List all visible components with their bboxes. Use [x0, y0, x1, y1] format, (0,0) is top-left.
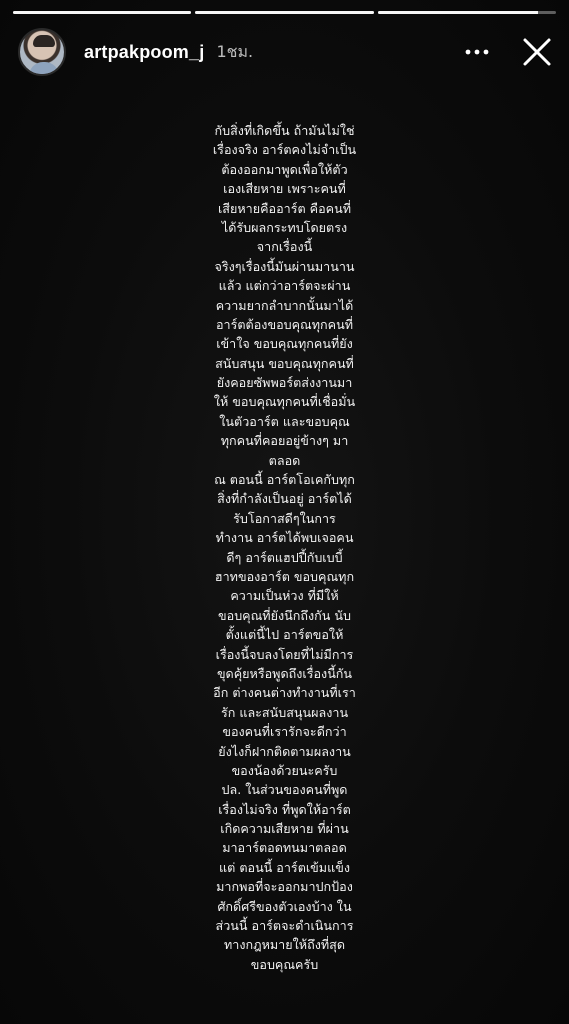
story-text-line: มาอาร์ตอดทนมาตลอด: [222, 840, 347, 856]
story-text-line: รัก และสนับสนุนผลงาน: [220, 704, 349, 720]
story-text-line: ทุกคนที่คอยอยู่ข้างๆ มา: [220, 433, 349, 449]
story-text-line: ให้ ขอบคุณทุกคนที่เชื่อมั่น: [213, 394, 356, 410]
more-horizontal-icon: [465, 49, 489, 55]
story-header: [18, 27, 555, 77]
avatar[interactable]: [18, 28, 66, 76]
story-text-line: ขอบคุณที่ยังนึกถึงกัน นับ: [218, 607, 351, 623]
story-text-line: อาร์ตต้องขอบคุณทุกคนที่: [215, 316, 353, 332]
story-text-line: เข้าใจ ขอบคุณทุกคนที่ยัง: [216, 336, 353, 352]
story-text-line: มากพอที่จะออกมาปกป้อง: [216, 879, 353, 895]
story-text-line: ในตัวอาร์ต และขอบคุณ: [219, 413, 350, 429]
story-text-line: ขอบคุณครับ: [250, 956, 319, 972]
story-text-line: เกิดความเสียหาย ที่ผ่าน: [220, 821, 349, 837]
progress-segment: [378, 11, 556, 14]
story-text-line: จริงๆเรื่องนี้มันผ่านมานาน: [214, 258, 355, 274]
story-text-line: ณ ตอนนี้ อาร์ตโอเคกับทุก: [214, 472, 355, 488]
story-text-line: แล้ว แต่กว่าอาร์ตจะผ่าน: [218, 278, 351, 294]
story-text-line: เองเสียหาย เพราะคนที่: [223, 181, 346, 197]
story-text-line: ปล. ในส่วนของคนที่พูด: [221, 782, 348, 798]
story-text-line: สนับสนุน ขอบคุณทุกคนที่: [215, 355, 354, 371]
story-text-line: แต่ ตอนนี้ อาร์ตเข้มแข็ง: [219, 859, 350, 875]
story-text-line: ต้องออกมาพูดเพื่อให้ตัว: [221, 161, 348, 177]
progress-segment: [13, 11, 191, 14]
story-text-line: เรื่องนี้จบลงโดยที่ไม่มีการ: [215, 646, 354, 662]
story-text-line: ตั้งแต่นี้ไป อาร์ตขอให้: [225, 627, 344, 643]
close-button[interactable]: [519, 32, 555, 72]
story-text-line: เรื่องไม่จริง ที่พูดให้อาร์ต: [218, 801, 351, 817]
story-text-line: ความเป็นห่วง ที่มีให้: [230, 588, 339, 604]
story-text-line: ศักดิ์ศรีของตัวเองบ้าง ใน: [217, 898, 352, 914]
story-text-line: ของคนที่เรารักจะดีกว่า: [222, 724, 347, 740]
story-progress-bar: [13, 11, 556, 14]
story-text-line: ดีๆ อาร์ตแฮปปี้กับเบบี้: [226, 549, 343, 565]
progress-segment-fill: [13, 11, 191, 14]
story-text-line: ขุดคุ้ยหรือพูดถึงเรื่องนี้กัน: [216, 665, 353, 681]
story-text-line: อีก ต่างคนต่างทำงานที่เรา: [213, 685, 356, 701]
story-text-line: เสียหายคืออาร์ต คือคนที่: [217, 200, 351, 216]
story-text-line: จากเรื่องนี้: [256, 239, 313, 255]
story-text-line: ส่วนนี้ อาร์ตจะดำเนินการ: [215, 918, 354, 934]
story-text-line: สิ่งที่กำลังเป็นอยู่ อาร์ตได้: [217, 491, 352, 507]
story-text-line: ตลอด: [268, 452, 301, 468]
story-text-line: ยังคอยซัพพอร์ตส่งงานมา: [216, 375, 353, 391]
story-text-line: เรื่องจริง อาร์ตคงไม่จำเป็น: [212, 142, 357, 158]
story-text-line: ได้รับผลกระทบโดยตรง: [221, 219, 348, 235]
story-text-line: กับสิ่งที่เกิดขึ้น ถ้ามันไม่ใช่: [214, 123, 355, 138]
username[interactable]: artpakpoom_j: [84, 41, 205, 62]
story-text-line: ฮาทของอาร์ต ขอบคุณทุก: [214, 568, 355, 584]
progress-segment-fill: [378, 11, 538, 14]
story-text-line: ความยากลำบากนั้นมาได้: [215, 297, 354, 313]
story-text-line: ของน้องด้วยนะครับ: [231, 762, 338, 778]
progress-segment-fill: [195, 11, 373, 14]
story-text-line: ยังไงก็ฝากติดตามผลงาน: [218, 743, 351, 759]
close-icon: [522, 37, 552, 67]
progress-segment: [195, 11, 373, 14]
story-text-block: [0, 121, 569, 974]
more-options-button[interactable]: [463, 32, 491, 72]
story-text-line: ทำงาน อาร์ตได้พบเจอคน: [215, 530, 354, 546]
story-text-line: รับโอกาสดีๆในการ: [233, 510, 336, 526]
story-text-line: ทางกฎหมายให้ถึงที่สุด: [223, 937, 346, 953]
post-time: 1ชม.: [216, 41, 254, 61]
